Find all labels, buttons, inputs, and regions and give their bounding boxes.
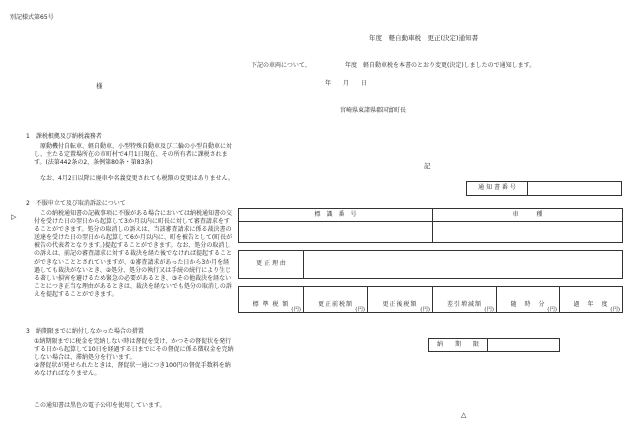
deadline-value xyxy=(488,339,560,352)
difference-cell xyxy=(433,287,497,313)
section-2-heading: 2 不服申立て及び取消訴訟について xyxy=(26,200,126,207)
section-3-item-2: ②督促状が発せられたときは、督促状一通につき100円の督促手数料を納めなければなりません。 xyxy=(34,362,231,378)
correction-reason-value xyxy=(304,251,623,279)
spacer-row xyxy=(239,243,623,251)
unit-label: (円) xyxy=(610,306,621,313)
unit-label: (円) xyxy=(291,306,301,313)
occasional-label: 随 時 分 xyxy=(510,300,546,308)
notice-number-value xyxy=(528,182,622,196)
intro-body: 年度 軽自動車税を本書のとおり変更(決定)しましたので通知します。 xyxy=(345,62,536,69)
deadline-table xyxy=(428,338,560,352)
issue-date: 年 月 日 xyxy=(325,80,368,87)
unit-label: (円) xyxy=(355,306,365,313)
section-1-paragraph: 原動機付自転車、軽自動車、小型特殊自動車及び二輪の小型自動車に対し、主たる定置場所在の市町村で4月1日現在、その所有者に課税されます。(法第442条の2、条例第80条・第83条) xyxy=(34,143,233,167)
post-correction-tax-label: 更正後税額 xyxy=(382,300,418,308)
plate-number-value xyxy=(239,222,433,243)
addressee-suffix: 様 xyxy=(96,82,103,90)
post-correction-tax-cell xyxy=(368,287,433,313)
notice-title: 年度 軽自動車税 更正(決定)通知書 xyxy=(369,34,479,42)
notice-number-table xyxy=(466,181,622,196)
form-number: 別記様式第65号 xyxy=(10,14,54,21)
vehicle-type-value xyxy=(433,222,623,243)
pre-correction-tax-label: 更正前税額 xyxy=(317,300,353,308)
unit-label: (円) xyxy=(420,306,431,313)
notice-number-label: 通 知 書 番 号 xyxy=(467,182,528,196)
ki-heading: 記 xyxy=(424,162,431,170)
tax-details-table xyxy=(238,208,623,313)
standard-tax-label: 標 準 税 額 xyxy=(252,300,290,308)
deadline-label: 納 期 限 xyxy=(429,339,488,352)
section-1-note: なお、4月2日以降に廃車や名義変更されても税額の変更はありません。 xyxy=(40,175,234,182)
occasional-cell xyxy=(497,287,560,313)
vehicle-type-label: 車 種 xyxy=(433,209,623,222)
section-1-heading: 1 課税根拠及び納税義務者 xyxy=(26,133,102,140)
section-3-heading: 3 納期限までに納付しなかった場合の措置 xyxy=(26,328,144,335)
correction-reason-label: 更 正 理 由 xyxy=(239,251,304,279)
past-year-label: 過 年 度 xyxy=(573,300,609,308)
pre-correction-tax-cell xyxy=(304,287,368,313)
section-3-item-1: ①納期限までに税金を完納しない時は督促を受け、かつその督促状を発行する日から起算して10日を経過する日までにその督促に係る徴収金を完納しない場合は、滞納処分を行います。 xyxy=(34,338,234,362)
side-triangle-marker: ▷ xyxy=(11,213,17,221)
past-year-cell xyxy=(560,287,623,313)
bottom-triangle-marker: △ xyxy=(461,411,467,419)
section-2-paragraph: この納税通知書の記載事項に不服がある場合においては納税通知書の交付を受けた日の翌日から起算して3か月以内に町長に対して審査請求をすることができます。処分の取消しの訴えは、当該審査請求に係る裁決書の送達を受けた日の翌日から起算して6か月以内に、町を被告として(町長が被告の代表者となります。)提起することができます。なお、処分の取消しの訴えは、前記の審査請求に対する裁決を経た後でなければ提起することができないこととされていますが、①審査請求があった日から3か月を経過しても裁決がないとき、②処分、処分の執行又は手続の続行により生じる著しい損害を避けるため緊急の必要があるとき、③その他裁決を経ないことにつき正当な理由があるときは、裁決を経ないでも処分の取消しの訴えを提起することができます。 xyxy=(34,210,233,298)
unit-label: (円) xyxy=(484,306,495,313)
footer-note: この通知書は黒色の電子公印を使用しています。 xyxy=(34,402,166,409)
standard-tax-cell xyxy=(239,287,304,313)
plate-number-label: 標 識 番 号 xyxy=(239,209,433,222)
issuer-name: 宮崎県東諸県郡国富町長 xyxy=(340,107,407,114)
difference-label: 差引増減額 xyxy=(447,300,483,308)
unit-label: (円) xyxy=(547,306,558,313)
spacer-row xyxy=(239,279,623,287)
intro-prefix: 下記の車両について、 xyxy=(251,62,311,69)
